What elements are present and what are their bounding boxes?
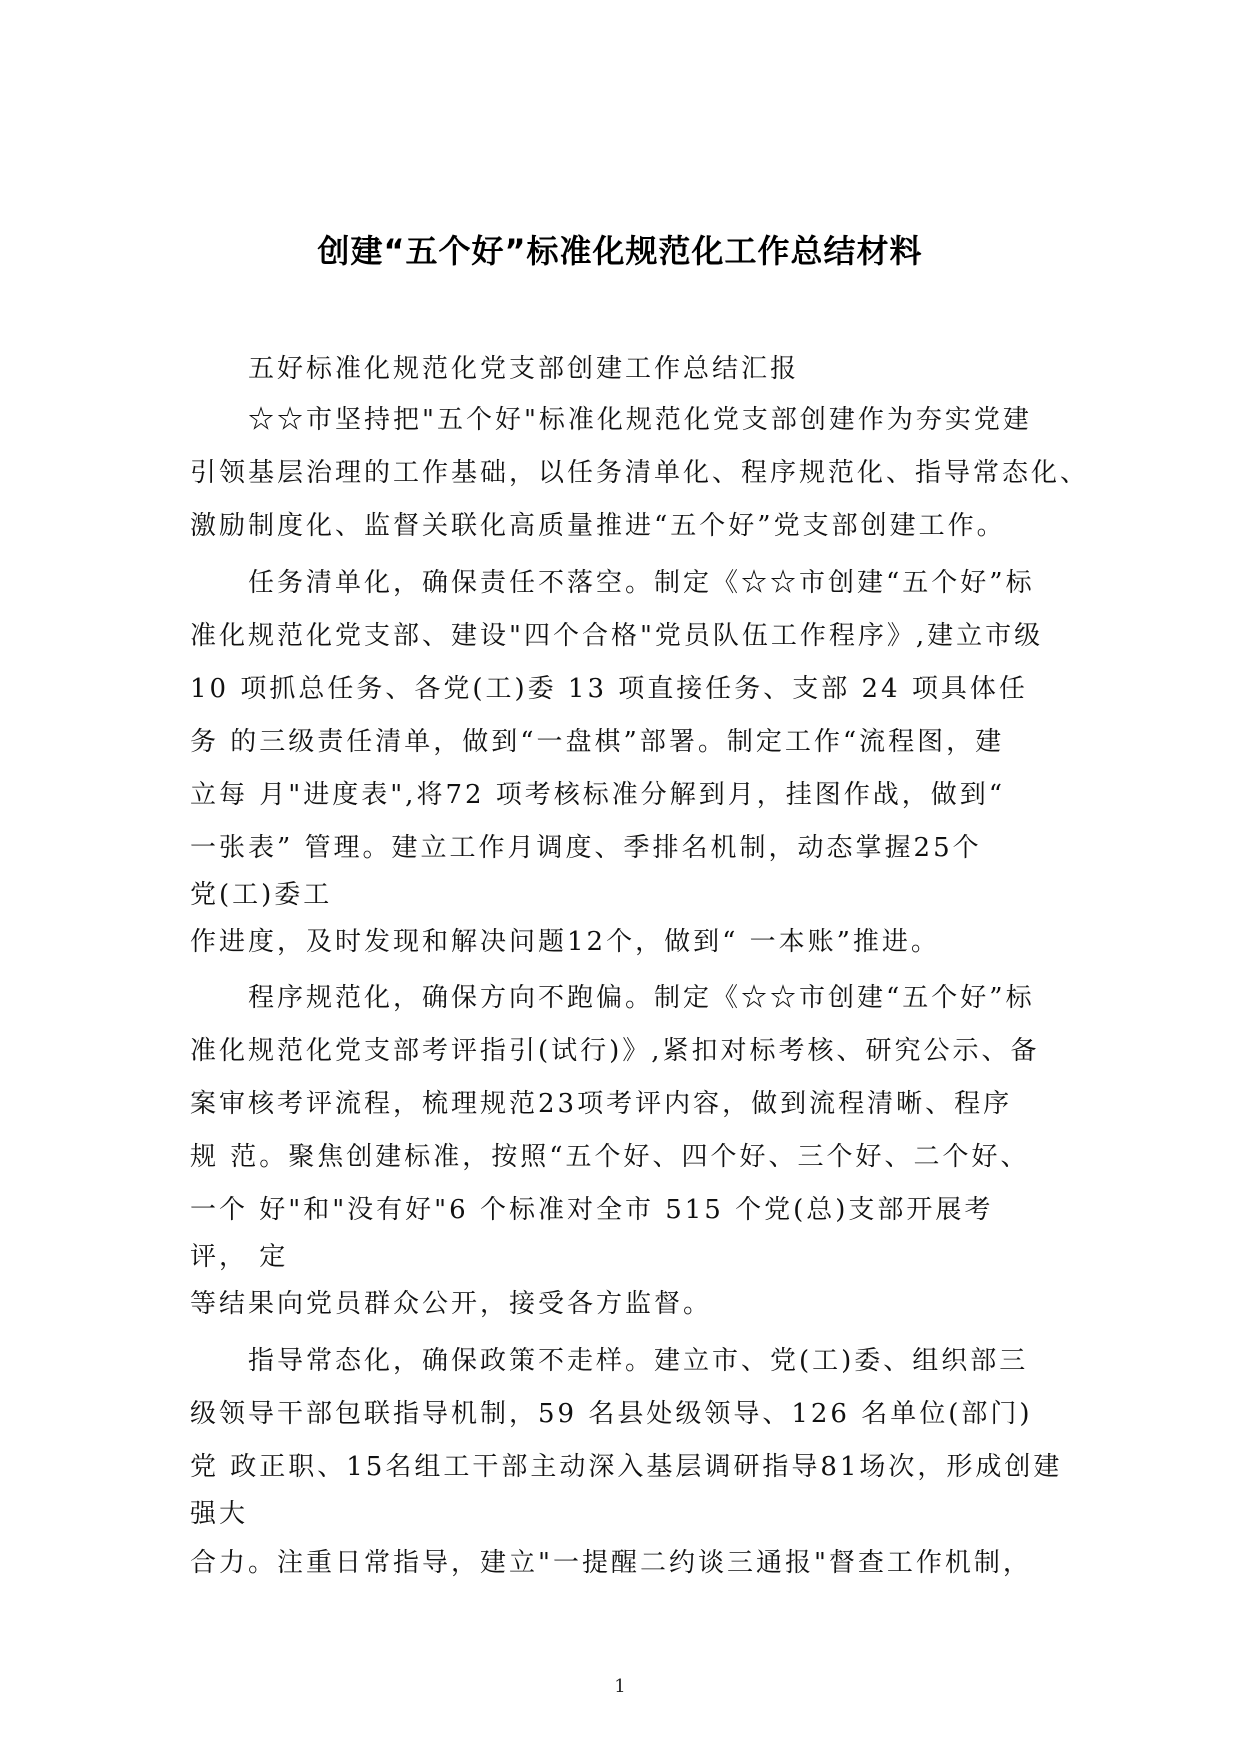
body-line: 激励制度化、监督关联化高质量推进“五个好”党支部创建工作。 [190,511,1006,541]
document-title: 创建“五个好”标准化规范化工作总结材料 [317,232,923,270]
body-line: 案审核考评流程，梳理规范23项考评内容，做到流程清晰、程序 [190,1089,1013,1119]
body-line: 规 范。聚焦创建标准，按照“五个好、四个好、三个好、二个好、 [190,1142,1030,1172]
body-line: ☆☆市坚持把"五个好"标准化规范化党支部创建作为夯实党建 [248,405,1032,435]
body-line: 准化规范化党支部、建设"四个合格"党员队伍工作程序》,建立市级 [190,621,1044,651]
body-line: 10 项抓总任务、各党(工)委 13 项直接任务、支部 24 项具体任 [190,674,1028,704]
body-line: 级领导干部包联指导机制，59 名县处级领导、126 名单位(部门) [190,1399,1033,1429]
body-line: 一张表” 管理。建立工作月调度、季排名机制，动态掌握25个 [190,833,982,863]
body-line: 一个 好"和"没有好"6 个标准对全市 515 个党(总)支部开展考 [190,1195,994,1225]
body-line: 指导常态化，确保政策不走样。建立市、党(工)委、组织部三 [248,1346,1029,1376]
body-line: 等结果向党员群众公开，接受各方监督。 [190,1289,713,1319]
body-line: 准化规范化党支部考评指引(试行)》,紧扣对标考核、研究公示、备 [190,1036,1040,1066]
body-line: 五好标准化规范化党支部创建工作总结汇报 [248,354,800,384]
body-line: 立每 月"进度表",将72 项考核标准分解到月，挂图作战，做到“ [190,780,1006,810]
body-line: 任务清单化，确保责任不落空。制定《☆☆市创建“五个好”标 [248,568,1035,598]
body-line: 程序规范化，确保方向不跑偏。制定《☆☆市创建“五个好”标 [248,983,1035,1013]
body-line: 党 政正职、15名组工干部主动深入基层调研指导81场次，形成创建 [190,1452,1063,1482]
body-line: 强大 [190,1499,249,1529]
body-line: 党(工)委工 [190,880,333,910]
body-line: 务 的三级责任清单，做到“一盘棋”部署。制定工作“流程图，建 [190,727,1005,757]
body-line: 合力。注重日常指导，建立"一提醒二约谈三通报"督查工作机制， [190,1548,1032,1578]
page-number: 1 [614,1676,626,1697]
body-line: 引领基层治理的工作基础，以任务清单化、程序规范化、指导常态化、 [190,458,1090,488]
body-line: 作进度，及时发现和解决问题12个，做到“ 一本账”推进。 [190,927,940,957]
body-line: 评， 定 [190,1242,289,1272]
